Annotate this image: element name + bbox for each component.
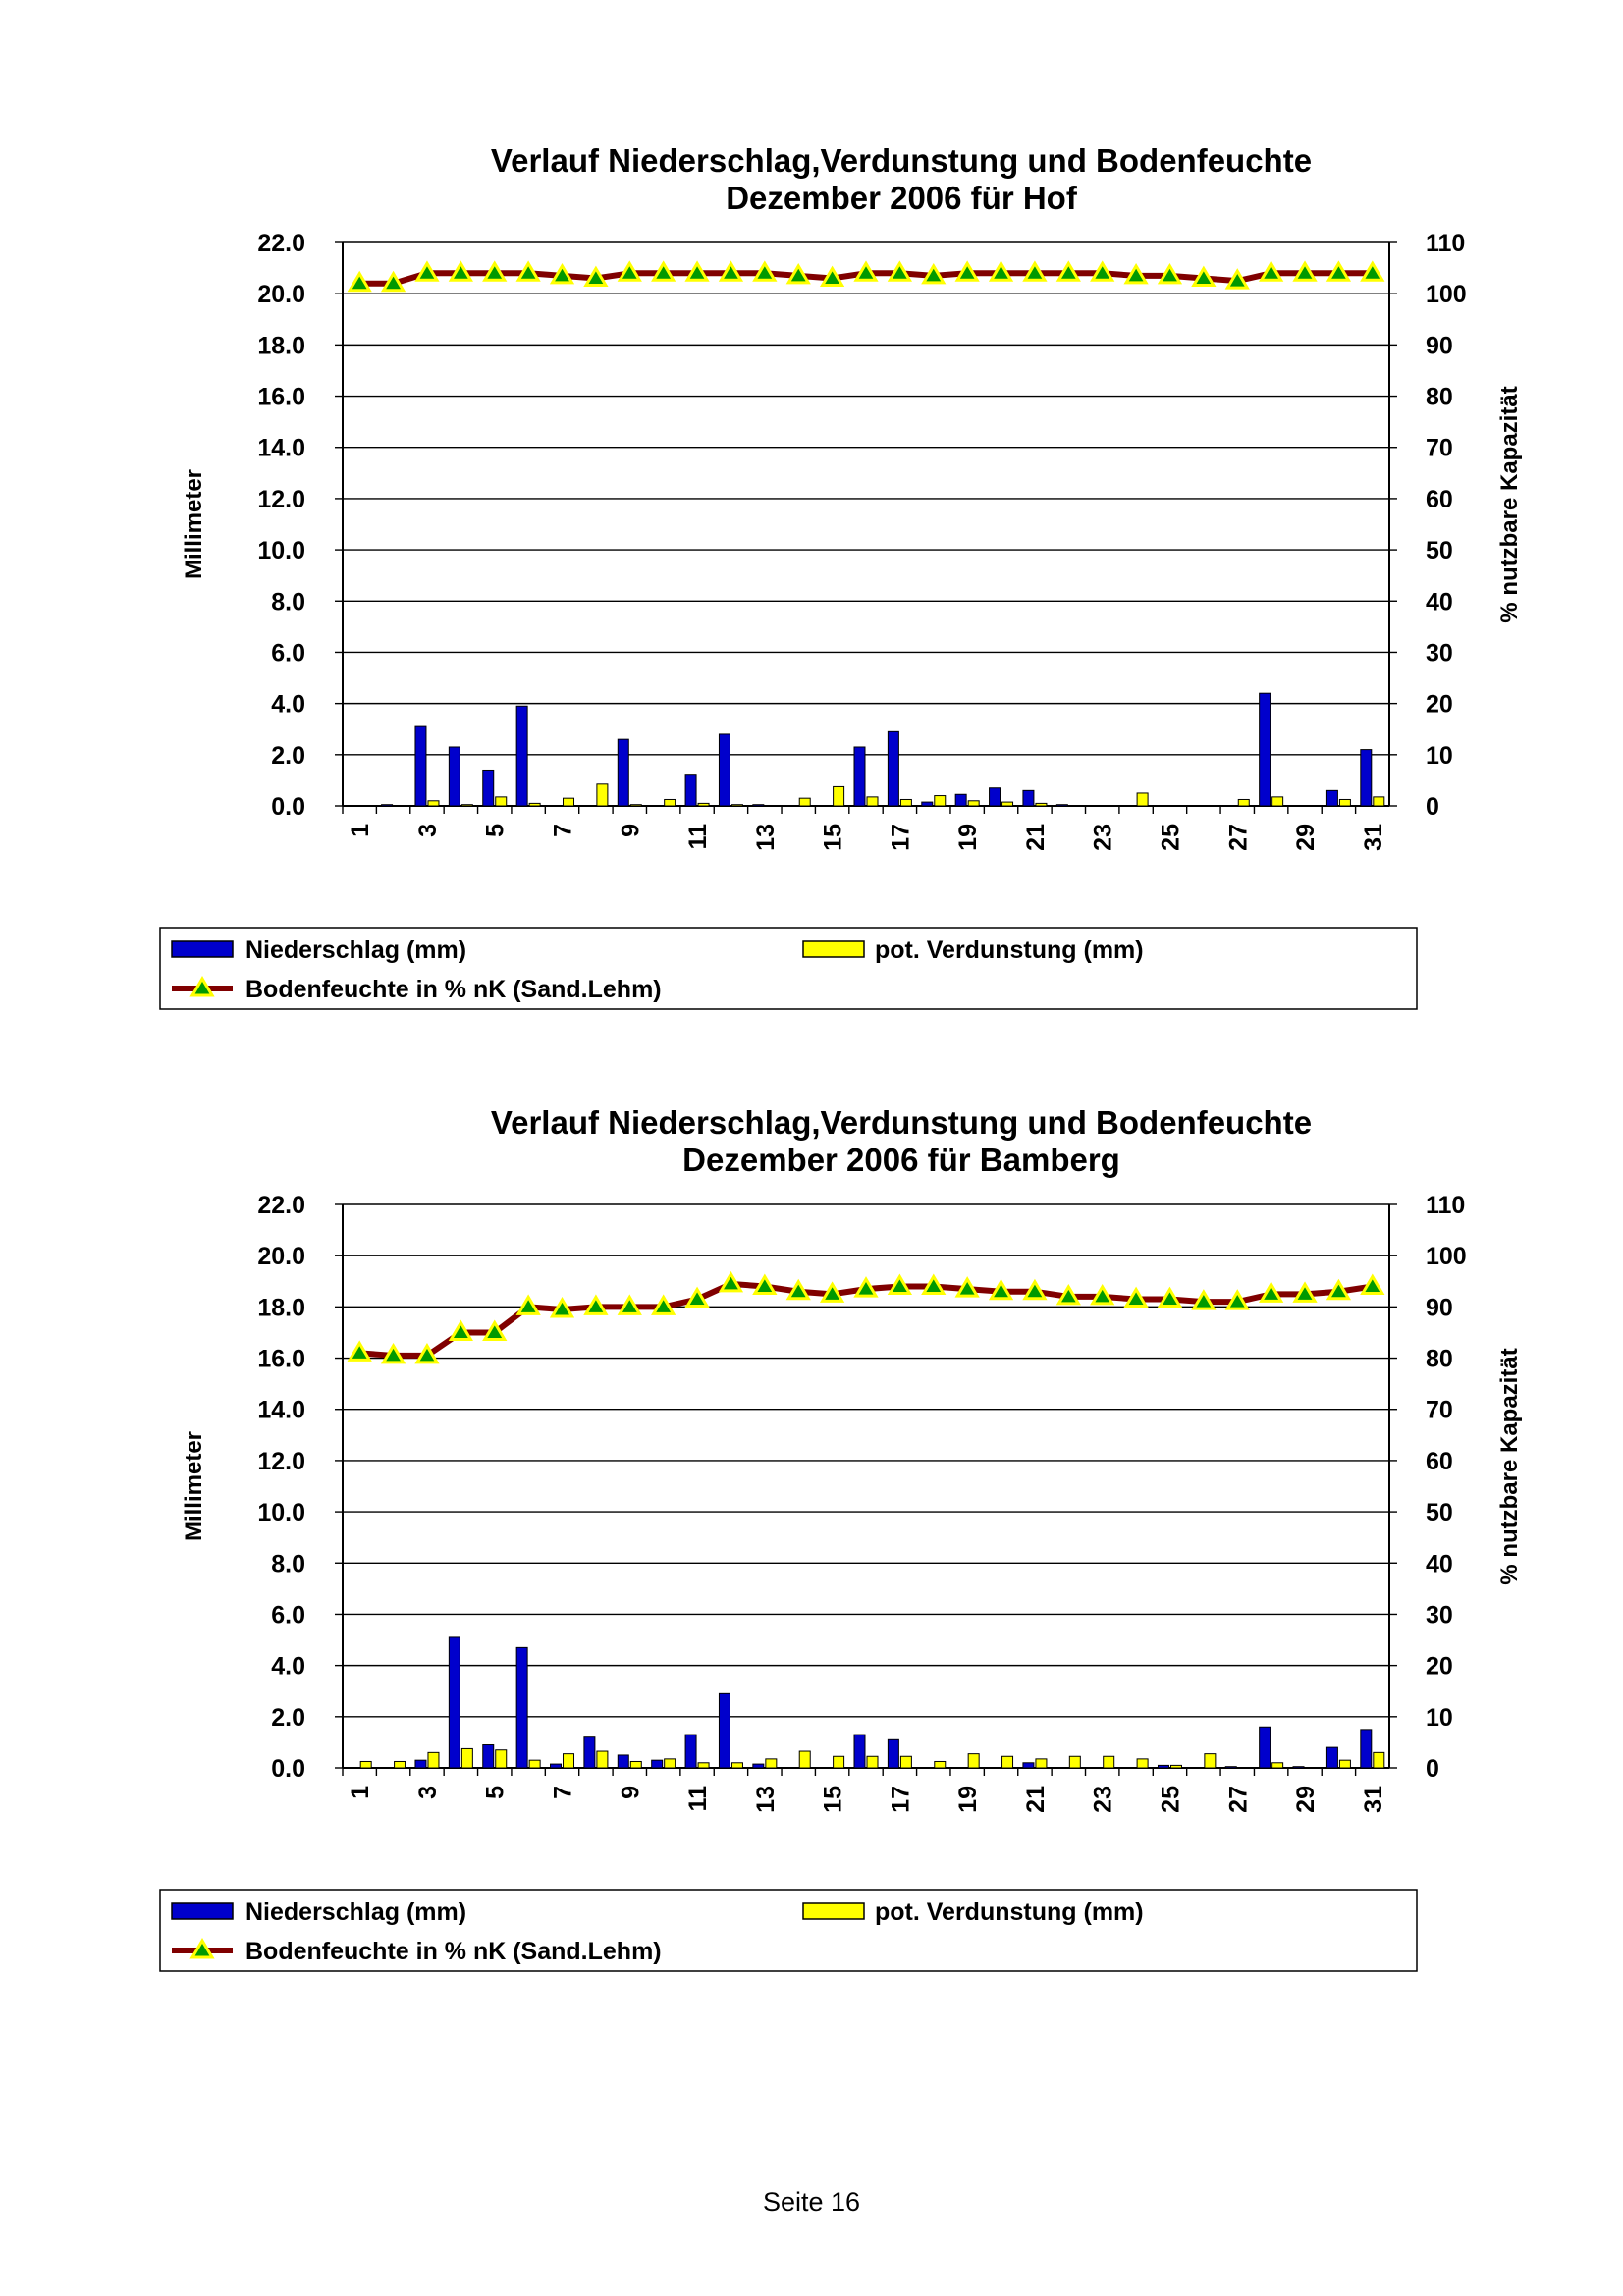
bamberg-bar-evap (834, 1756, 844, 1768)
bamberg-bar-precip (1023, 1763, 1034, 1768)
hof-bar-precip (955, 794, 966, 806)
hof-bar-evap (564, 798, 574, 806)
hof-bar-evap (428, 801, 439, 806)
bamberg-y2tick-label: 70 (1426, 1396, 1453, 1424)
hof-bar-precip (1056, 805, 1067, 806)
hof-ytick-label: 8.0 (271, 588, 305, 616)
bamberg-xtick-label: 7 (549, 1786, 577, 1799)
bamberg-xtick-label: 3 (413, 1786, 442, 1799)
hof-bar-evap (529, 803, 540, 806)
hof-ylabel: Millimeter (181, 468, 207, 580)
bamberg-bar-precip (888, 1739, 898, 1768)
bamberg-xtick-label: 11 (684, 1786, 713, 1812)
bamberg-xtick-label: 13 (751, 1786, 780, 1813)
hof-bar-precip (1361, 750, 1372, 806)
hof-bar-precip (922, 802, 933, 806)
chart-hof (0, 128, 1623, 1011)
hof-ytick-label: 22.0 (257, 230, 305, 257)
bamberg-xtick-label: 29 (1292, 1786, 1321, 1813)
bamberg-y2tick-label: 50 (1426, 1499, 1453, 1527)
bamberg-xtick-label: 5 (481, 1786, 510, 1799)
bamberg-bar-precip (415, 1760, 426, 1768)
hof-bar-evap (1002, 802, 1013, 806)
hof-y2tick-label: 90 (1426, 332, 1453, 360)
hof-bar-evap (731, 805, 742, 806)
hof-bar-precip (854, 747, 865, 806)
bamberg-ylabel: Millimeter (181, 1430, 207, 1542)
hof-bar-evap (1238, 799, 1249, 806)
bamberg-bar-evap (496, 1750, 507, 1768)
bamberg-y2tick-label: 30 (1426, 1601, 1453, 1629)
bamberg-y2tick-label: 0 (1426, 1755, 1439, 1783)
bamberg-bar-evap (1104, 1756, 1114, 1768)
hof-bar-precip (449, 747, 460, 806)
hof-legend-soil-label: Bodenfeuchte in % nK (Sand.Lehm) (245, 976, 662, 1003)
bamberg-bar-precip (516, 1647, 527, 1768)
hof-bar-precip (1326, 790, 1337, 806)
bamberg-ytick-label: 6.0 (271, 1601, 305, 1629)
hof-xtick-label: 5 (481, 824, 510, 837)
bamberg-ytick-label: 14.0 (257, 1396, 305, 1424)
hof-bar-precip (753, 805, 764, 806)
hof-xtick-label: 13 (751, 824, 780, 851)
hof-bar-precip (1260, 693, 1271, 806)
bamberg-bar-precip (854, 1735, 865, 1768)
hof-legend-precip-swatch (172, 941, 233, 957)
hof-bar-precip (719, 734, 730, 806)
hof-bar-evap (1272, 797, 1283, 806)
hof-y2tick-label: 10 (1426, 741, 1453, 770)
bamberg-bar-evap (900, 1756, 911, 1768)
bamberg-y2tick-label: 100 (1426, 1243, 1467, 1271)
hof-bar-evap (597, 784, 608, 806)
hof-ytick-label: 6.0 (271, 639, 305, 667)
hof-xtick-label: 1 (347, 824, 375, 837)
hof-ytick-label: 4.0 (271, 690, 305, 719)
bamberg-bar-evap (630, 1761, 641, 1768)
bamberg-legend-precip-swatch (172, 1903, 233, 1919)
bamberg-bar-precip (449, 1637, 460, 1768)
hof-y2tick-label: 40 (1426, 588, 1453, 616)
bamberg-bar-evap (1170, 1765, 1181, 1768)
hof-bar-evap (665, 799, 676, 806)
bamberg-bar-evap (1339, 1760, 1350, 1768)
hof-xtick-label: 11 (684, 824, 713, 850)
hof-xtick-label: 3 (413, 824, 442, 837)
hof-xtick-label: 31 (1359, 824, 1387, 851)
hof-xtick-label: 19 (954, 824, 983, 851)
bamberg-y2tick-label: 90 (1426, 1294, 1453, 1322)
hof-ytick-label: 20.0 (257, 281, 305, 309)
bamberg-bar-evap (1002, 1756, 1013, 1768)
bamberg-y2tick-label: 60 (1426, 1447, 1453, 1475)
hof-legend-evap-swatch (803, 941, 864, 957)
hof-bar-evap (799, 798, 810, 806)
hof-bar-evap (968, 801, 979, 806)
hof-bar-evap (900, 799, 911, 806)
hof-legend-evap-label: pot. Verdunstung (mm) (875, 936, 1144, 964)
bamberg-bar-evap (461, 1748, 472, 1768)
bamberg-bar-precip (753, 1764, 764, 1768)
bamberg-bar-precip (1361, 1730, 1372, 1768)
hof-y2tick-label: 70 (1426, 434, 1453, 462)
bamberg-bar-evap (564, 1754, 574, 1768)
bamberg-bar-evap (1036, 1759, 1047, 1768)
bamberg-bar-evap (935, 1761, 946, 1768)
bamberg-bar-evap (1374, 1752, 1384, 1768)
hof-ytick-label: 14.0 (257, 434, 305, 462)
bamberg-y2tick-label: 20 (1426, 1652, 1453, 1681)
hof-bar-precip (990, 788, 1001, 806)
hof-bar-precip (516, 706, 527, 806)
hof-y2tick-label: 110 (1426, 230, 1466, 257)
page-footer: Seite 16 (762, 2187, 861, 2216)
bamberg-bar-evap (698, 1763, 709, 1768)
hof-bar-precip (888, 731, 898, 806)
bamberg-ytick-label: 16.0 (257, 1345, 305, 1373)
hof-y2tick-label: 0 (1426, 793, 1439, 821)
hof-bar-precip (415, 726, 426, 806)
hof-ytick-label: 10.0 (257, 537, 305, 565)
bamberg-ytick-label: 2.0 (271, 1703, 305, 1732)
hof-bar-evap (867, 797, 878, 806)
bamberg-bar-precip (652, 1760, 663, 1768)
bamberg-bar-precip (483, 1745, 494, 1768)
hof-ytick-label: 16.0 (257, 383, 305, 411)
bamberg-bar-precip (685, 1735, 696, 1768)
hof-bar-evap (630, 805, 641, 806)
bamberg-xtick-label: 23 (1089, 1786, 1117, 1813)
bamberg-y2tick-label: 80 (1426, 1345, 1453, 1373)
bamberg-bar-evap (1205, 1754, 1216, 1768)
bamberg-bar-precip (1225, 1767, 1236, 1768)
bamberg-bar-evap (597, 1751, 608, 1768)
bamberg-bar-evap (799, 1751, 810, 1768)
hof-y2tick-label: 100 (1426, 281, 1467, 309)
bamberg-xtick-label: 21 (1021, 1786, 1050, 1813)
hof-bar-evap (461, 805, 472, 806)
hof-y2tick-label: 80 (1426, 383, 1453, 411)
chart-hof-svg (0, 128, 1623, 1011)
hof-bar-precip (382, 805, 393, 806)
hof-ytick-label: 18.0 (257, 332, 305, 360)
hof-xtick-label: 29 (1292, 824, 1321, 851)
bamberg-y2tick-label: 10 (1426, 1703, 1453, 1732)
bamberg-xtick-label: 9 (617, 1786, 645, 1799)
bamberg-bar-evap (1069, 1756, 1080, 1768)
bamberg-legend-soil-label: Bodenfeuchte in % nK (Sand.Lehm) (245, 1938, 662, 1965)
bamberg-ytick-label: 10.0 (257, 1499, 305, 1527)
hof-legend-precip-label: Niederschlag (mm) (245, 936, 467, 964)
bamberg-legend-evap-label: pot. Verdunstung (mm) (875, 1898, 1144, 1926)
bamberg-bar-evap (360, 1761, 371, 1768)
bamberg-legend-precip-label: Niederschlag (mm) (245, 1898, 467, 1926)
bamberg-xtick-label: 25 (1157, 1786, 1185, 1813)
hof-bar-precip (618, 739, 628, 806)
bamberg-xtick-label: 15 (819, 1786, 847, 1813)
bamberg-bar-evap (731, 1763, 742, 1768)
hof-bar-evap (1339, 799, 1350, 806)
hof-bar-evap (1374, 797, 1384, 806)
hof-bar-evap (1036, 803, 1047, 806)
chart-bamberg-svg (0, 1090, 1623, 1973)
bamberg-bar-precip (719, 1693, 730, 1768)
hof-y2tick-label: 20 (1426, 690, 1453, 719)
bamberg-bar-evap (867, 1756, 878, 1768)
bamberg-xtick-label: 17 (887, 1786, 915, 1813)
hof-xtick-label: 17 (887, 824, 915, 851)
hof-bar-evap (698, 803, 709, 806)
bamberg-ytick-label: 4.0 (271, 1652, 305, 1681)
bamberg-ytick-label: 12.0 (257, 1447, 305, 1475)
hof-bar-evap (834, 786, 844, 806)
bamberg-legend-evap-swatch (803, 1903, 864, 1919)
bamberg-y2tick-label: 40 (1426, 1550, 1453, 1578)
bamberg-ytick-label: 22.0 (257, 1192, 305, 1219)
bamberg-ytick-label: 20.0 (257, 1243, 305, 1271)
bamberg-bar-precip (551, 1764, 562, 1768)
bamberg-bar-precip (1326, 1747, 1337, 1768)
hof-y2tick-label: 60 (1426, 485, 1453, 513)
bamberg-ytick-label: 0.0 (271, 1755, 305, 1783)
hof-bar-evap (935, 796, 946, 806)
hof-xtick-label: 27 (1224, 824, 1253, 851)
bamberg-bar-evap (529, 1760, 540, 1768)
hof-ytick-label: 0.0 (271, 793, 305, 821)
hof-xtick-label: 25 (1157, 824, 1185, 851)
bamberg-xtick-label: 19 (954, 1786, 983, 1813)
bamberg-y2tick-label: 110 (1426, 1192, 1466, 1219)
hof-y2tick-label: 30 (1426, 639, 1453, 667)
bamberg-xtick-label: 31 (1359, 1786, 1387, 1813)
bamberg-bar-precip (584, 1737, 595, 1768)
bamberg-bar-precip (1260, 1727, 1271, 1768)
bamberg-ytick-label: 18.0 (257, 1294, 305, 1322)
bamberg-subtitle: Dezember 2006 für Bamberg (682, 1142, 1120, 1178)
hof-xtick-label: 9 (617, 824, 645, 837)
chart-bamberg (0, 1090, 1623, 1973)
hof-y2tick-label: 50 (1426, 537, 1453, 565)
hof-bar-precip (685, 775, 696, 806)
bamberg-xtick-label: 1 (347, 1786, 375, 1799)
bamberg-bar-evap (665, 1759, 676, 1768)
hof-xtick-label: 23 (1089, 824, 1117, 851)
hof-xtick-label: 15 (819, 824, 847, 851)
bamberg-bar-evap (1272, 1763, 1283, 1768)
hof-ytick-label: 2.0 (271, 741, 305, 770)
hof-bar-evap (496, 797, 507, 806)
hof-xtick-label: 21 (1021, 824, 1050, 851)
bamberg-bar-evap (968, 1754, 979, 1768)
bamberg-xtick-label: 27 (1224, 1786, 1253, 1813)
bamberg-bar-precip (618, 1755, 628, 1768)
bamberg-y2label: % nutzbare Kapazität (1496, 1348, 1523, 1585)
hof-xtick-label: 7 (549, 824, 577, 837)
bamberg-bar-evap (428, 1752, 439, 1768)
bamberg-title: Verlauf Niederschlag,Verdunstung und Bodenfeuchte (490, 1104, 1313, 1141)
hof-bar-evap (1137, 793, 1148, 806)
hof-bar-precip (1023, 790, 1034, 806)
hof-y2label: % nutzbare Kapazität (1496, 386, 1523, 623)
hof-bar-precip (483, 770, 494, 806)
bamberg-bar-precip (1158, 1765, 1168, 1768)
hof-subtitle: Dezember 2006 für Hof (726, 180, 1077, 216)
bamberg-bar-evap (395, 1761, 406, 1768)
hof-title: Verlauf Niederschlag,Verdunstung und Bodenfeuchte (490, 142, 1313, 179)
bamberg-ytick-label: 8.0 (271, 1550, 305, 1578)
bamberg-bar-precip (1293, 1767, 1304, 1768)
hof-ytick-label: 12.0 (257, 485, 305, 513)
bamberg-bar-evap (766, 1759, 777, 1768)
bamberg-bar-evap (1137, 1759, 1148, 1768)
